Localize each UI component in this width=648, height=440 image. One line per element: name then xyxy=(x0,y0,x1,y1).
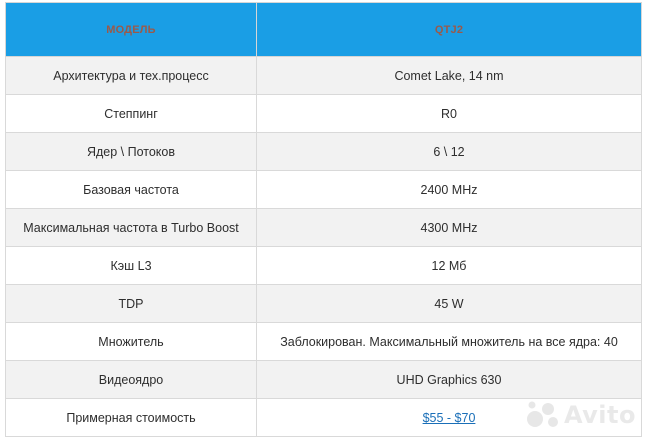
avito-logo-icon xyxy=(526,400,560,430)
table-row xyxy=(6,209,642,247)
row-label: Архитектура и тех.процесс xyxy=(6,57,257,95)
header-model-label: МОДЕЛЬ xyxy=(6,3,257,57)
table-row xyxy=(6,285,642,323)
table-row xyxy=(6,95,642,133)
row-value: UHD Graphics 630 xyxy=(257,361,642,399)
table-row xyxy=(6,361,642,399)
table-header-row xyxy=(6,3,642,57)
avito-watermark xyxy=(526,400,636,430)
row-label: Базовая частота xyxy=(6,171,257,209)
price-link[interactable]: $55 - $70 xyxy=(422,410,476,425)
row-label: Ядер \ Потоков xyxy=(6,133,257,171)
row-label: TDP xyxy=(6,285,257,323)
row-value: Заблокирован. Максимальный множитель на все ядра: 40 xyxy=(257,323,642,361)
watermark-text: Avito xyxy=(563,401,636,429)
table-row xyxy=(6,57,642,95)
row-value: 12 Мб xyxy=(257,247,642,285)
row-label: Множитель xyxy=(6,323,257,361)
row-label: Кэш L3 xyxy=(6,247,257,285)
spec-table xyxy=(5,2,642,437)
row-value: Comet Lake, 14 nm xyxy=(257,57,642,95)
row-label: Видеоядро xyxy=(6,361,257,399)
row-label: Примерная стоимость xyxy=(6,399,257,437)
row-label: Максимальная частота в Turbo Boost xyxy=(6,209,257,247)
row-value: 45 W xyxy=(257,285,642,323)
table-row xyxy=(6,133,642,171)
header-model-value: QTJ2 xyxy=(257,3,642,57)
row-value: 6 \ 12 xyxy=(257,133,642,171)
row-value: R0 xyxy=(257,95,642,133)
table-row xyxy=(6,323,642,361)
table-row xyxy=(6,171,642,209)
row-value: 4300 MHz xyxy=(257,209,642,247)
row-label: Степпинг xyxy=(6,95,257,133)
row-value: 2400 MHz xyxy=(257,171,642,209)
table-row xyxy=(6,247,642,285)
